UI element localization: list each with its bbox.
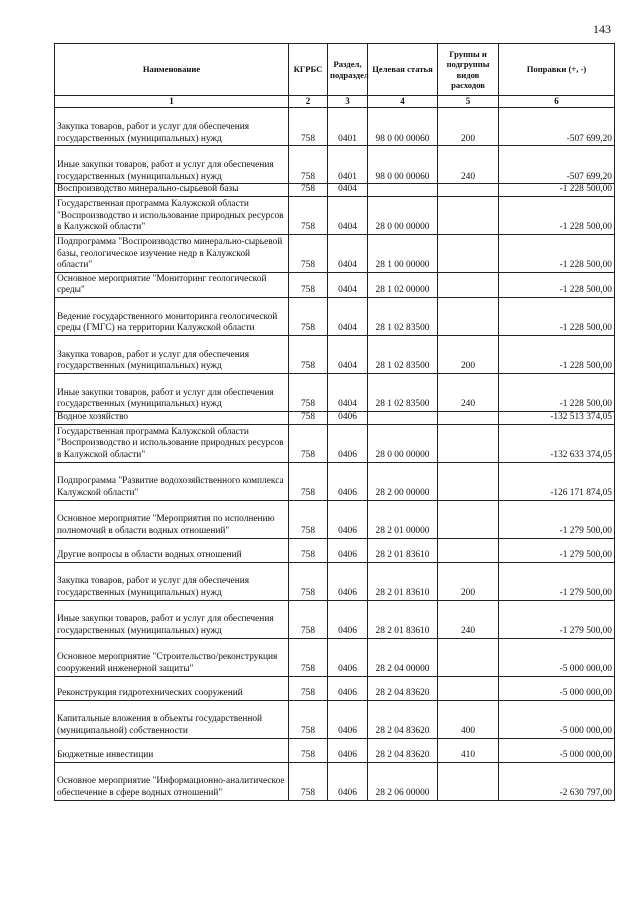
column-number: 5 bbox=[438, 96, 499, 108]
table-row bbox=[55, 298, 615, 336]
item-group bbox=[438, 273, 499, 298]
item-group: 200 bbox=[438, 336, 499, 374]
item-article: 28 2 01 00000 bbox=[368, 500, 438, 538]
item-amount: -1 228 500,00 bbox=[499, 374, 615, 412]
item-kgrbs: 758 bbox=[289, 184, 328, 197]
item-article: 28 1 02 83500 bbox=[368, 298, 438, 336]
item-section: 0406 bbox=[328, 462, 368, 500]
item-kgrbs: 758 bbox=[289, 562, 328, 600]
item-kgrbs: 758 bbox=[289, 538, 328, 562]
item-section: 0404 bbox=[328, 336, 368, 374]
table-row bbox=[55, 184, 615, 197]
column-number: 1 bbox=[55, 96, 289, 108]
item-group bbox=[438, 235, 499, 273]
item-amount: -1 228 500,00 bbox=[499, 184, 615, 197]
item-amount: -507 699,20 bbox=[499, 146, 615, 184]
item-article: 28 2 04 83620 bbox=[368, 676, 438, 700]
item-section: 0406 bbox=[328, 562, 368, 600]
item-kgrbs: 758 bbox=[289, 762, 328, 800]
item-name: Основное мероприятие "Мероприятия по исполнению полномочий в области водных отношений" bbox=[55, 500, 289, 538]
item-group bbox=[438, 638, 499, 676]
item-amount: -5 000 000,00 bbox=[499, 738, 615, 762]
item-amount: -1 279 500,00 bbox=[499, 538, 615, 562]
table-row bbox=[55, 676, 615, 700]
item-amount: -1 228 500,00 bbox=[499, 235, 615, 273]
item-group bbox=[438, 762, 499, 800]
header-groups: Группы и подгруппы видов расходов bbox=[438, 44, 499, 96]
item-section: 0401 bbox=[328, 146, 368, 184]
item-amount: -1 228 500,00 bbox=[499, 298, 615, 336]
table-row bbox=[55, 538, 615, 562]
table-row bbox=[55, 197, 615, 235]
table-row bbox=[55, 424, 615, 462]
item-kgrbs: 758 bbox=[289, 273, 328, 298]
item-name: Иные закупки товаров, работ и услуг для обеспечения государственных (муниципальных) нужд bbox=[55, 600, 289, 638]
table-row bbox=[55, 273, 615, 298]
table-row bbox=[55, 108, 615, 146]
header-article: Целевая статья bbox=[368, 44, 438, 96]
item-group bbox=[438, 424, 499, 462]
column-number: 3 bbox=[328, 96, 368, 108]
table-header bbox=[55, 44, 615, 108]
item-section: 0406 bbox=[328, 500, 368, 538]
item-amount: -2 630 797,00 bbox=[499, 762, 615, 800]
item-section: 0406 bbox=[328, 412, 368, 425]
item-group: 200 bbox=[438, 562, 499, 600]
item-name: Закупка товаров, работ и услуг для обеспечения государственных (муниципальных) нужд bbox=[55, 108, 289, 146]
page-number: 143 bbox=[593, 22, 611, 36]
item-name: Подпрограмма "Развитие водохозяйственного комплекса Калужской области" bbox=[55, 462, 289, 500]
item-group bbox=[438, 298, 499, 336]
item-kgrbs: 758 bbox=[289, 197, 328, 235]
item-section: 0404 bbox=[328, 197, 368, 235]
item-kgrbs: 758 bbox=[289, 424, 328, 462]
table-row bbox=[55, 374, 615, 412]
header-amount: Поправки (+, -) bbox=[499, 44, 615, 96]
table-row bbox=[55, 738, 615, 762]
item-name: Подпрограмма "Воспроизводство минерально-сырьевой базы, геологическое изучение недр в Калужской области" bbox=[55, 235, 289, 273]
item-section: 0406 bbox=[328, 738, 368, 762]
item-article: 28 2 01 83610 bbox=[368, 562, 438, 600]
item-name: Закупка товаров, работ и услуг для обеспечения государственных (муниципальных) нужд bbox=[55, 562, 289, 600]
item-article: 28 2 04 83620 bbox=[368, 738, 438, 762]
item-amount: -5 000 000,00 bbox=[499, 700, 615, 738]
item-name: Иные закупки товаров, работ и услуг для обеспечения государственных (муниципальных) нужд bbox=[55, 146, 289, 184]
item-name: Реконструкция гидротехнических сооружений bbox=[55, 676, 289, 700]
item-article: 28 2 01 83610 bbox=[368, 538, 438, 562]
item-article: 28 1 02 83500 bbox=[368, 374, 438, 412]
item-group bbox=[438, 412, 499, 425]
table-body bbox=[55, 108, 615, 801]
item-name: Ведение государственного мониторинга геологической среды (ГМГС) на территории Калужской области bbox=[55, 298, 289, 336]
item-article: 98 0 00 00060 bbox=[368, 108, 438, 146]
item-group: 200 bbox=[438, 108, 499, 146]
item-article: 28 2 06 00000 bbox=[368, 762, 438, 800]
item-kgrbs: 758 bbox=[289, 146, 328, 184]
item-kgrbs: 758 bbox=[289, 108, 328, 146]
header-section: Раздел, подраздел bbox=[328, 44, 368, 96]
table-row bbox=[55, 462, 615, 500]
item-group bbox=[438, 184, 499, 197]
item-name: Капитальные вложения в объекты государственной (муниципальной) собственности bbox=[55, 700, 289, 738]
item-section: 0406 bbox=[328, 424, 368, 462]
item-kgrbs: 758 bbox=[289, 374, 328, 412]
item-kgrbs: 758 bbox=[289, 638, 328, 676]
item-amount: -1 279 500,00 bbox=[499, 500, 615, 538]
table-row bbox=[55, 412, 615, 425]
item-name: Иные закупки товаров, работ и услуг для обеспечения государственных (муниципальных) нужд bbox=[55, 374, 289, 412]
header-name: Наименование bbox=[55, 44, 289, 96]
item-name: Бюджетные инвестиции bbox=[55, 738, 289, 762]
column-number: 4 bbox=[368, 96, 438, 108]
item-group: 240 bbox=[438, 600, 499, 638]
item-amount: -132 513 374,05 bbox=[499, 412, 615, 425]
item-section: 0406 bbox=[328, 638, 368, 676]
item-name: Другие вопросы в области водных отношений bbox=[55, 538, 289, 562]
item-amount: -5 000 000,00 bbox=[499, 676, 615, 700]
item-section: 0406 bbox=[328, 676, 368, 700]
item-section: 0404 bbox=[328, 235, 368, 273]
item-group: 240 bbox=[438, 146, 499, 184]
item-section: 0404 bbox=[328, 184, 368, 197]
item-section: 0406 bbox=[328, 700, 368, 738]
table-row bbox=[55, 235, 615, 273]
item-name: Водное хозяйство bbox=[55, 412, 289, 425]
item-section: 0404 bbox=[328, 374, 368, 412]
item-kgrbs: 758 bbox=[289, 462, 328, 500]
item-kgrbs: 758 bbox=[289, 676, 328, 700]
column-numbers-row bbox=[55, 96, 615, 108]
item-name: Основное мероприятие "Мониторинг геологической среды" bbox=[55, 273, 289, 298]
item-article: 28 1 02 83500 bbox=[368, 336, 438, 374]
table-row bbox=[55, 638, 615, 676]
item-amount: -5 000 000,00 bbox=[499, 638, 615, 676]
item-article: 28 2 00 00000 bbox=[368, 462, 438, 500]
item-group: 240 bbox=[438, 374, 499, 412]
item-kgrbs: 758 bbox=[289, 500, 328, 538]
item-name: Основное мероприятие "Информационно-аналитическое обеспечение в сфере водных отношений" bbox=[55, 762, 289, 800]
item-group bbox=[438, 462, 499, 500]
table-row bbox=[55, 146, 615, 184]
item-amount: -132 633 374,05 bbox=[499, 424, 615, 462]
header-kgrbs: КГРБС bbox=[289, 44, 328, 96]
item-article: 28 0 00 00000 bbox=[368, 424, 438, 462]
item-article: 28 2 01 83610 bbox=[368, 600, 438, 638]
item-group bbox=[438, 197, 499, 235]
item-group bbox=[438, 538, 499, 562]
item-kgrbs: 758 bbox=[289, 235, 328, 273]
item-amount: -507 699,20 bbox=[499, 108, 615, 146]
item-name: Государственная программа Калужской области "Воспроизводство и использование природных ресурсов в Калужской области" bbox=[55, 197, 289, 235]
item-name: Основное мероприятие "Строительство/реконструкция сооружений инженерной защиты" bbox=[55, 638, 289, 676]
item-group bbox=[438, 676, 499, 700]
item-article: 28 2 04 00000 bbox=[368, 638, 438, 676]
item-article bbox=[368, 412, 438, 425]
item-amount: -126 171 874,05 bbox=[499, 462, 615, 500]
item-name: Закупка товаров, работ и услуг для обеспечения государственных (муниципальных) нужд bbox=[55, 336, 289, 374]
table-row bbox=[55, 562, 615, 600]
item-kgrbs: 758 bbox=[289, 700, 328, 738]
item-article: 28 1 02 00000 bbox=[368, 273, 438, 298]
item-amount: -1 228 500,00 bbox=[499, 336, 615, 374]
item-article: 98 0 00 00060 bbox=[368, 146, 438, 184]
item-amount: -1 228 500,00 bbox=[499, 273, 615, 298]
item-article bbox=[368, 184, 438, 197]
item-group: 410 bbox=[438, 738, 499, 762]
item-amount: -1 228 500,00 bbox=[499, 197, 615, 235]
item-section: 0401 bbox=[328, 108, 368, 146]
budget-table bbox=[54, 43, 615, 801]
table-row bbox=[55, 336, 615, 374]
column-number: 2 bbox=[289, 96, 328, 108]
item-article: 28 1 00 00000 bbox=[368, 235, 438, 273]
item-group: 400 bbox=[438, 700, 499, 738]
item-kgrbs: 758 bbox=[289, 412, 328, 425]
item-section: 0404 bbox=[328, 298, 368, 336]
table-row bbox=[55, 762, 615, 800]
table-row bbox=[55, 600, 615, 638]
item-section: 0406 bbox=[328, 538, 368, 562]
item-kgrbs: 758 bbox=[289, 738, 328, 762]
item-article: 28 2 04 83620 bbox=[368, 700, 438, 738]
table-row bbox=[55, 500, 615, 538]
item-section: 0406 bbox=[328, 600, 368, 638]
item-kgrbs: 758 bbox=[289, 600, 328, 638]
item-amount: -1 279 500,00 bbox=[499, 562, 615, 600]
item-name: Государственная программа Калужской области "Воспроизводство и использование природных ресурсов в Калужской области" bbox=[55, 424, 289, 462]
table-row bbox=[55, 700, 615, 738]
column-number: 6 bbox=[499, 96, 615, 108]
item-kgrbs: 758 bbox=[289, 298, 328, 336]
item-group bbox=[438, 500, 499, 538]
item-kgrbs: 758 bbox=[289, 336, 328, 374]
item-section: 0406 bbox=[328, 762, 368, 800]
item-name: Воспроизводство минерально-сырьевой базы bbox=[55, 184, 289, 197]
item-section: 0404 bbox=[328, 273, 368, 298]
item-amount: -1 279 500,00 bbox=[499, 600, 615, 638]
item-article: 28 0 00 00000 bbox=[368, 197, 438, 235]
